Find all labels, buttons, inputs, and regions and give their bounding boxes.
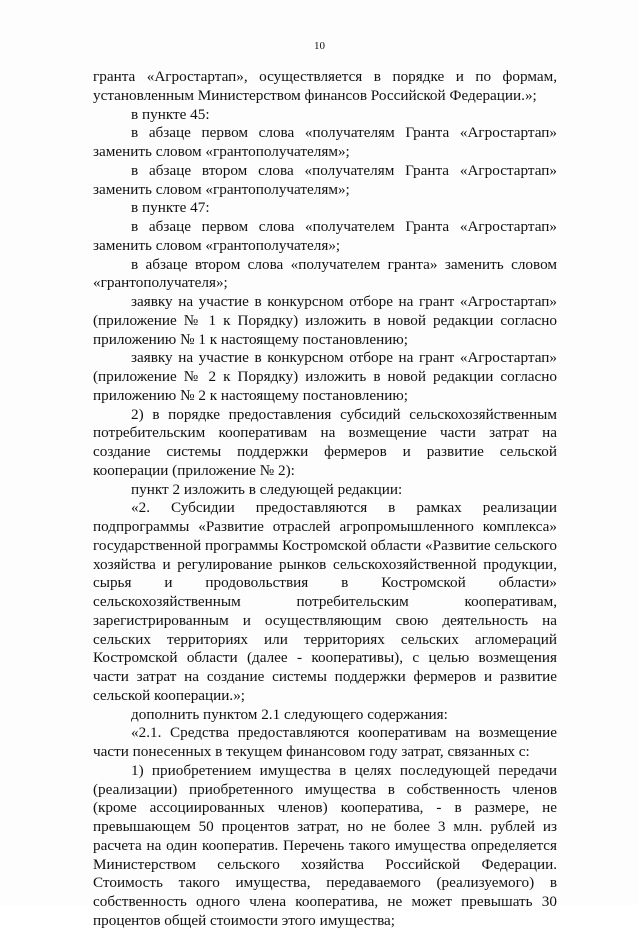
paragraph-13: дополнить пунктом 2.1 следующего содержания: — [131, 705, 448, 723]
paragraph-5: в пункте 47: — [131, 199, 210, 217]
paragraph-3: в абзаце первом слова «получателям Гранта «Агростартап» заменить словом «грантополучателям»; — [93, 124, 557, 160]
paragraph-11: пункт 2 изложить в следующей редакции: — [131, 480, 403, 498]
paragraph-15: 1) приобретением имущества в целях последующей передачи (реализации) приобретенного имущества в собственность членов (кроме ассоциированных членов) кооператива, - в размере, не превышающем 50 процентов затрат, но не более 3 млн. рублей из расчета на один кооператив. Перечень такого имущества определяется Министерством сельского хозяйства Российской Федерации. Стоимость такого имущества, передаваемого (реализуемого) в собственность одного члена кооператива, не может превышать 30 процентов общей стоимости этого имущества; — [93, 761, 557, 929]
paragraph-14: «2.1. Средства предоставляются кооперативам на возмещение части понесенных в текущем финансовом году затрат, связанных с: — [93, 724, 557, 760]
paragraph-6: в абзаце первом слова «получателем Гранта «Агростартап» заменить словом «грантополучателя»; — [93, 218, 557, 254]
paragraph-10: 2) в порядке предоставления субсидий сельскохозяйственным потребительским кооперативам на возмещение части затрат на создание системы поддержки фермеров и развитие сельской кооперации (приложение № 2): — [93, 405, 557, 479]
paragraph-7: в абзаце втором слова «получателем гранта» заменить словом «грантополучателя»; — [93, 255, 557, 292]
document-body — [93, 68, 557, 931]
paragraph-4: в абзаце втором слова «получателям Гранта «Агростартап» заменить словом «грантополучателям»; — [93, 161, 557, 198]
paragraph-1: гранта «Агростартап», осуществляется в порядке и по формам, установленным Министерством финансов Российской Федерации.»; — [93, 68, 557, 104]
paragraph-8: заявку на участие в конкурсном отборе на грант «Агростартап» (приложение № 1 к Порядку) изложить в новой редакции согласно приложению № 1 к настоящему постановлению; — [93, 293, 557, 348]
page-number: 10 — [314, 40, 325, 52]
paragraph-12: «2. Субсидии предоставляются в рамках реализации подпрограммы «Развитие отраслей агропромышленного комплекса» государственной программы Костромской области «Развитие сельского хозяйства и регулирование рынков сельскохозяйственной продукции, сырья и продовольствия в Костромской области» сельскохозяйственным потребительским кооперативам, зарегистрированным и осуществляющим свою деятельность на сельских территориях или территориях сельских агломераций Костромской области (далее - кооперативы), с целью возмещения части затрат на создание системы поддержки фермеров и развитие сельской кооперации.»; — [93, 499, 557, 704]
paragraph-9: заявку на участие в конкурсном отборе на грант «Агростартап» (приложение № 2 к Порядку) изложить в новой редакции согласно приложению № 2 к настоящему постановлению; — [93, 349, 557, 404]
paragraph-2: в пункте 45: — [131, 105, 210, 123]
